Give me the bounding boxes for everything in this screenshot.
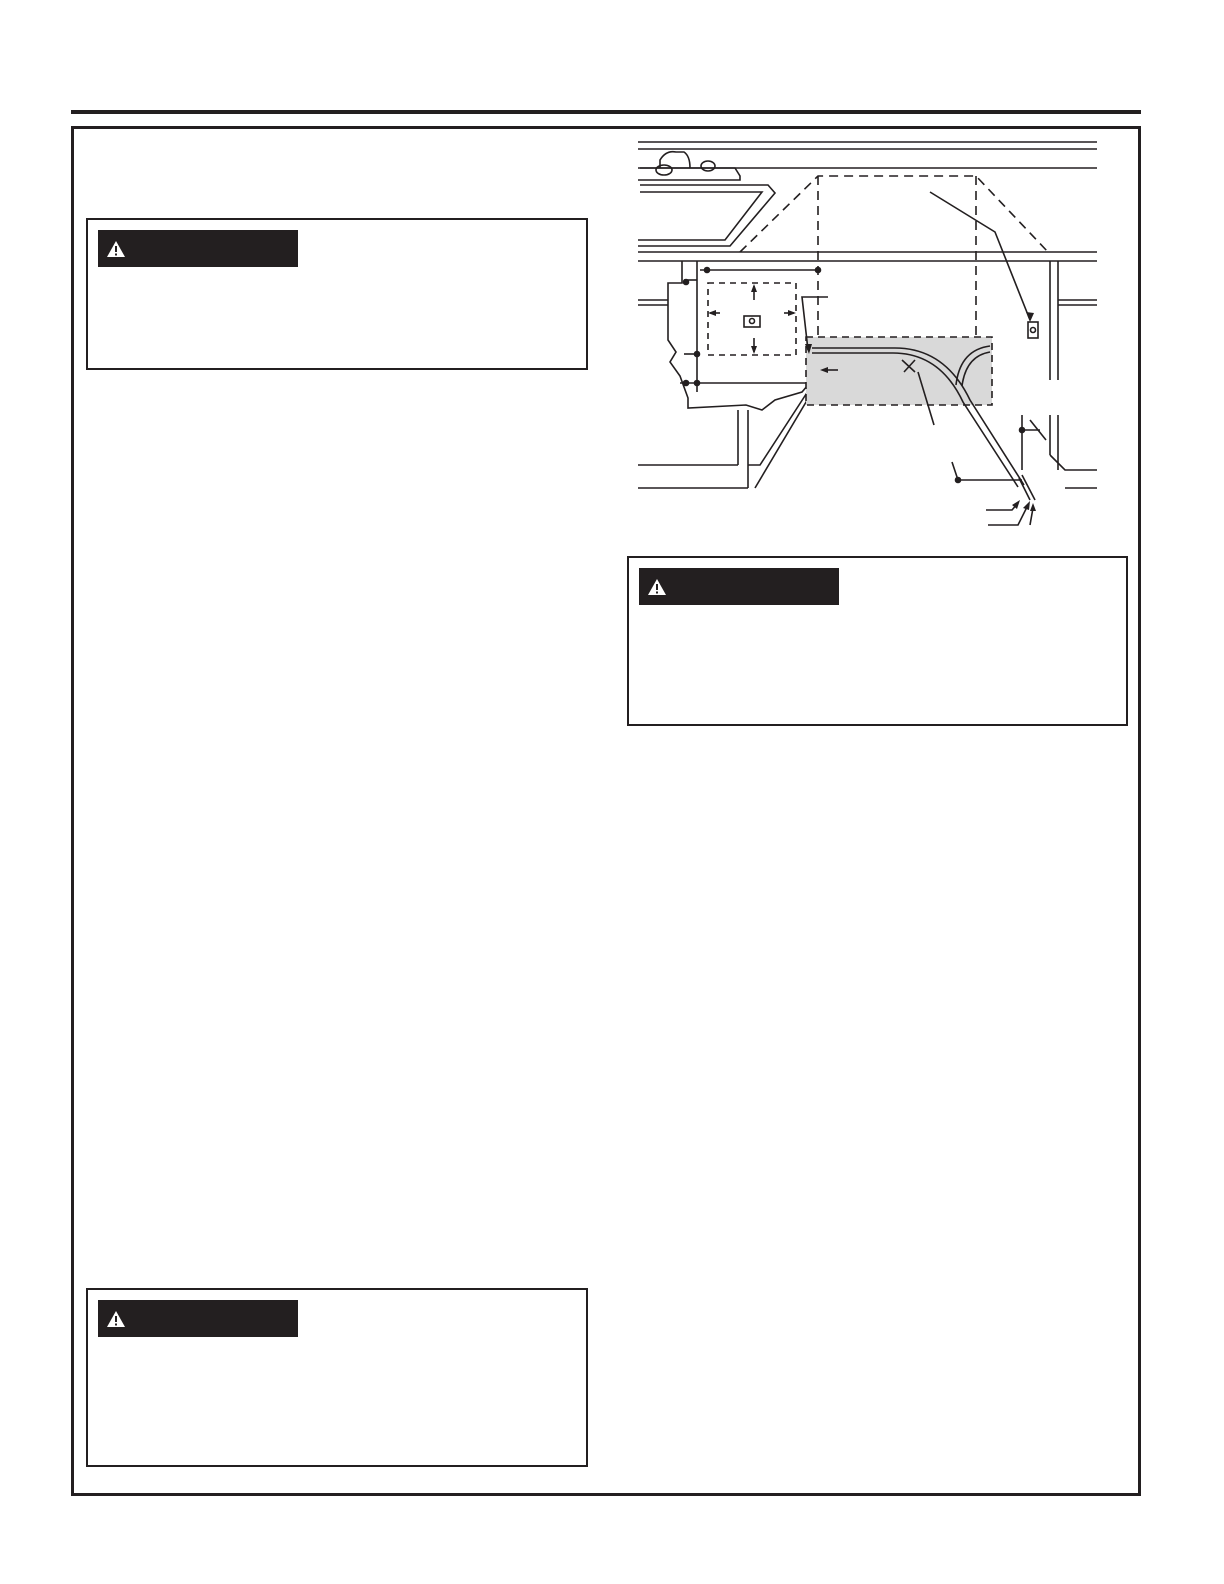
warning-banner xyxy=(98,230,298,267)
warning-box-bottom-left xyxy=(86,1288,588,1467)
warning-banner xyxy=(98,1300,298,1337)
warning-banner xyxy=(639,568,839,605)
outlet-right xyxy=(1028,322,1038,338)
dishwasher-outline-top xyxy=(740,176,1048,252)
installation-diagram-svg xyxy=(636,136,1100,536)
header-rule xyxy=(71,110,1141,114)
outlet-left xyxy=(744,316,760,327)
warning-box-right xyxy=(627,556,1128,726)
faucet-handle xyxy=(701,161,715,171)
warning-triangle-icon xyxy=(106,240,126,258)
warning-triangle-icon xyxy=(106,1310,126,1328)
warning-triangle-icon xyxy=(647,578,667,596)
installation-diagram xyxy=(636,136,1100,536)
leader-line xyxy=(930,192,1030,320)
sink-basin-inner xyxy=(638,192,762,240)
faucet-handle xyxy=(656,165,672,175)
warning-box-top-left xyxy=(86,218,588,370)
sink-rim xyxy=(638,168,740,180)
